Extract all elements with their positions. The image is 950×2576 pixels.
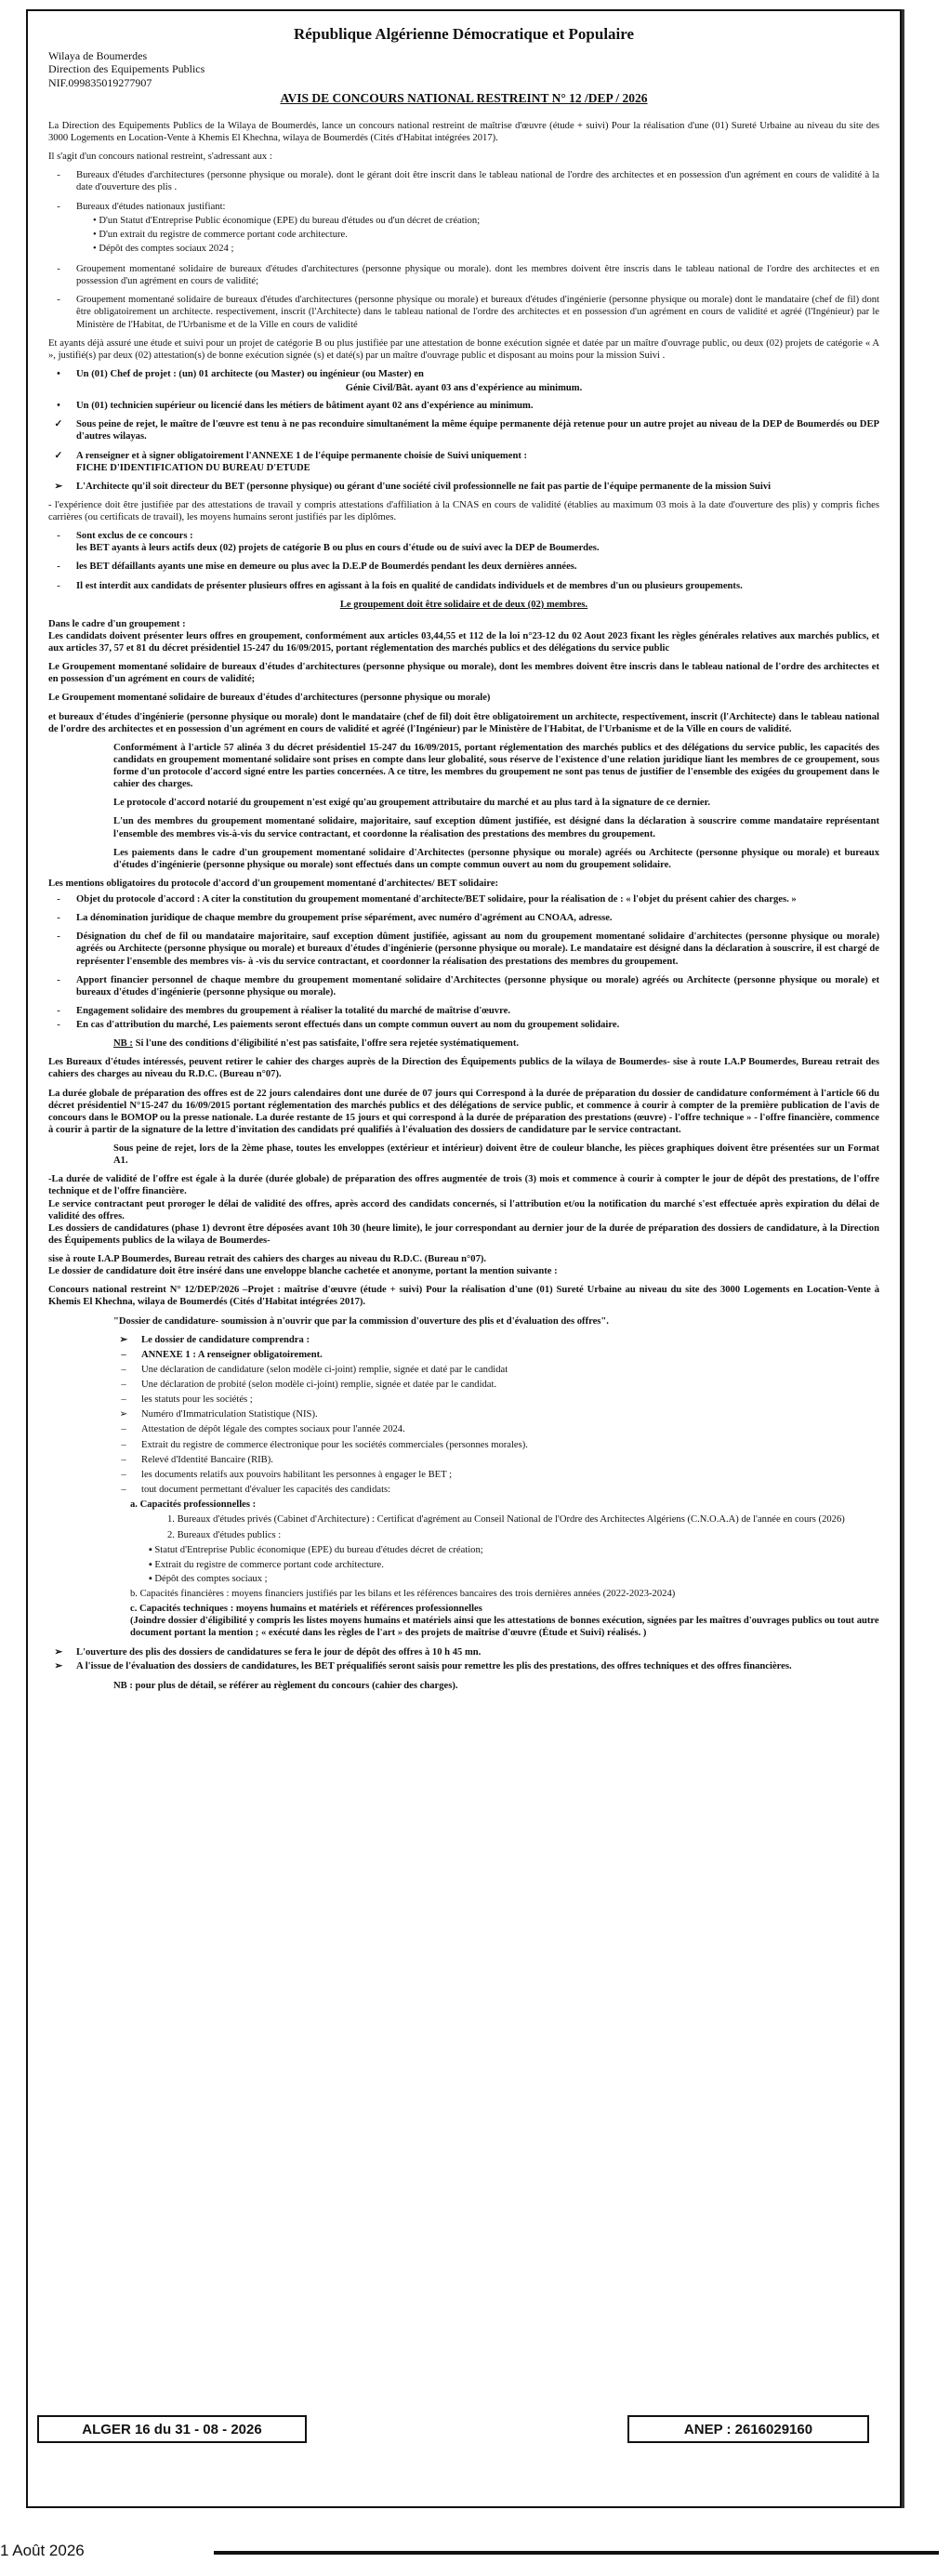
rejection-paragraph: Sous peine de rejet, lors de la 2ème phase, toutes les enveloppes (extérieur et intérieur) doivent être de couleur blanche, les pièces graphiques doivent être présentées sur un Format A1. — [113, 1143, 879, 1167]
dossier-item: ➢ Numéro d'Immatriculation Statistique (NIS). — [113, 1408, 879, 1420]
exclusion-item: - Sont exclus de ce concours : les BET ayants à leurs actifs deux (02) projets de catégorie B ou plus en cours d'étude ou de suivi avec la DEP de Boumerdes. — [48, 530, 879, 554]
dossier-item: – les statuts pour les sociétés ; — [113, 1394, 879, 1406]
dash-marker: – — [121, 1469, 126, 1480]
justifiant-item: • Dépôt des comptes sociaux 2024 ; — [93, 243, 234, 254]
bullet-marker: • — [57, 368, 60, 379]
dash-marker: – — [121, 1380, 126, 1391]
dash-marker: - — [57, 1020, 60, 1031]
group-paragraph: et bureaux d'études d'ingénierie (personne physique ou morale) dont le mandataire (chef de fil) doit être obligatoirement un architecte, respectivement, inscrit (l'Architecte) dans le tableau national de l'ordre des architectes et en possession d'un agrément en cours de validité et agréé (l'Ingénieur) par le Ministère de l'Habitat, de l'Urbanisme et de la Ville en cours de validité. — [48, 711, 879, 734]
notice-frame — [26, 9, 902, 2508]
dash-marker: - — [57, 201, 60, 212]
experience-proof: - l'expérience doit être justifiée par des attestations de travail y compris attestations d'affiliation à la CNAS en cours de validité (établies au maximum 03 mois à la date d'ouverture des plis) y compris fiches carrières (ou certificats de travail), les moyens humains seront justifiés par les diplômes. — [48, 499, 879, 523]
check-icon: ✓ — [54, 450, 63, 461]
dash-marker: - — [57, 561, 60, 573]
addressee-item: - Groupement momentané solidaire de bureaux d'études d'architectures (personne physique ou morale). dont les membres doivent être inscris dans le tableau national de l'ordre des architectes et en possession d'un agrément en cours de validité; — [48, 263, 879, 287]
justifiant-item: • D'un extrait du registre de commerce portant code architecture. — [93, 229, 348, 240]
check-item: ✓ Sous peine de rejet, le maître de l'œuvre est tenu à ne pas reconduire simultanément la même équipe permanente déjà retenue pour un autre projet au niveau de la DEP de Boumerdés ou DEP d'autres wilayas. — [48, 418, 879, 443]
dossier-quote: "Dossier de candidature- soumission à n'ouvrir que par la commission d'ouverture des plis et d'évaluation des offres". — [113, 1315, 609, 1327]
direction-line: Direction des Equipements Publics — [48, 62, 205, 76]
justifiant-item: • D'un Statut d'Entreprise Public économique (EPE) du bureau d'études ou d'un décret de création; — [93, 215, 481, 226]
notice-title: AVIS DE CONCOURS NATIONAL RESTREINT N° 12 /DEP / 2026 — [280, 91, 648, 106]
mention-item: - Objet du protocole d'accord : A citer la constitution du groupement momentané d'architecte/BET solidaire, pour la réalisation de : « l'objet du présent cahier des charges. » — [48, 893, 879, 905]
mentions-title: Les mentions obligatoires du protocole d'accord d'un groupement momentané d'architectes/ BET solidaire: — [48, 878, 499, 889]
dash-marker: – — [121, 1364, 126, 1375]
dossier-item: – Extrait du registre de commerce électronique pour les sociétés commerciales (personnes morales). — [113, 1439, 879, 1451]
staff-item: • Un (01) technicien supérieur ou licencié dans les métiers de bâtiment ayant 02 ans d'expérience au minimum. — [48, 400, 879, 412]
address-paragraph: sise à route I.A.P Boumerdes, Bureau retrait des cahiers des charges au niveau du R.D.C. (Bureau n°07). Le dossier de candidature doit être inséré dans une enveloppe blanche cachetée et anonyme, portant la mention suivante : — [48, 1254, 558, 1277]
capacity-item: a. Capacités professionnelles : — [130, 1499, 257, 1511]
dash-marker: - — [57, 531, 60, 542]
dash-marker: - — [57, 295, 60, 306]
dash-marker: – — [121, 1484, 126, 1495]
addressee-item: - Bureaux d'études nationaux justifiant: • D'un Statut d'Entreprise Public économique (EPE) du bureau d'études ou d'un décret de création; • D'un extrait du registre de commerce portant code architecture. • Dépôt des comptes sociaux 2024 ; — [48, 201, 879, 258]
staff-item: • Un (01) Chef de projet : (un) 01 architecte (ou Master) ou ingénieur (ou Master) en — [48, 368, 879, 380]
dash-marker: - — [57, 913, 60, 924]
dash-marker: - — [57, 170, 60, 181]
mention-item: - La dénomination juridique de chaque membre du groupement prise séparément, avec numéro d'agrément au CNOAA, adresse. — [48, 912, 879, 924]
bottom-date: 1 Août 2026 — [0, 2542, 85, 2559]
group-paragraph: Le Groupement momentané solidaire de bureaux d'études d'architectures (personne physique ou morale), dont les membres doivent être inscris dans le tableau national de l'ordre des architectes et en possession d'un agrément en cours de validité; — [48, 662, 879, 685]
exclusion-item: - les BET défaillants ayants une mise en demeure ou plus avec la D.E.P de Boumerdés pendant les deux dernières années. — [48, 561, 879, 573]
issuer-block — [48, 49, 879, 89]
mention-item: - Désignation du chef de fil ou mandataire majoritaire, sauf exception dûment justifiée, agissant au nom du groupement momentané solidaire d'architectes (personne physique ou morale) agréés ou Architecte (personne physique ou morale) et bureaux d'études d'ingénierie (personne physique ou morale). Le mandataire est désigné dans la déclaration à souscrire, il est chargé de représenter l'ensemble des membres vis- à -vis du service contractant, et coordonner la réalisation des prestations des membres du groupement. — [48, 931, 879, 967]
capacity-item: c. Capacités techniques : moyens humains et matériels et références professionnelles (Joindre dossier d'éligibilité y compris les listes moyens humains et matériels ainsi que les attestations de bonnes exécution, signées par les maîtres d'ouvrages publics ou tout autre document portant la mention ; « exécuté dans les règles de l'art » des projets de maîtrise d'œuvre (Étude et Suivi) réalisés. ) — [130, 1603, 879, 1639]
arrow-icon: ➢ — [119, 1334, 128, 1345]
arrow-icon: ➢ — [54, 1661, 63, 1672]
dash-marker: - — [57, 894, 60, 905]
mention-item: - Apport financier personnel de chaque membre du groupement momentané solidaire d'Architectes (personne physique ou morale) agréés ou Architecte (personne physique ou morale) et bureaux d'études d'ingénierie (personne physique ou morale). — [48, 974, 879, 998]
dossier-item: – les documents relatifs aux pouvoirs habilitant les personnes à engager le BET ; — [113, 1469, 879, 1481]
dash-marker: – — [121, 1439, 126, 1450]
dossier-item: ➢ Le dossier de candidature comprendra : — [113, 1334, 879, 1346]
dash-marker: - — [57, 1005, 60, 1016]
nb-detail: NB : pour plus de détail, se référer au règlement du concours (cahier des charges). — [113, 1680, 458, 1691]
group-article: Conformément à l'article 57 alinéa 3 du décret présidentiel 15-247 du 16/09/2015, portant réglementation des marchés publics et des délégations du service public, les capacités des candidats en groupement momentané solidaire sont prises en compte dans leur globalité, sous réserve de l'existence d'une relation juridique liant les membres de ce groupement, sous forme d'un protocole d'accord signé entre les parties concernées. A ce titre, les membres du groupement ne sont pas tenus de justifier de l'ensemble des exigées du groupement dans le cahier des charges. — [113, 742, 879, 790]
evaluation-line: ➢ A l'issue de l'évaluation des dossiers de candidatures, les BET préqualifiés seront saisis pour remettre les plis des prestations, des offres techniques et des offres financières. — [48, 1660, 879, 1672]
group-paragraph: Le Groupement momentané solidaire de bureaux d'études d'architectures (personne physique ou morale) — [48, 693, 491, 704]
group-context-title: Dans le cadre d'un groupement : — [48, 618, 186, 629]
wilaya-line: Wilaya de Boumerdes — [48, 49, 148, 63]
dossier-item: – Une déclaration de probité (selon modèle ci-joint) remplie, signée et datée par le candidat. — [113, 1379, 879, 1391]
nif-line: NIF.099835019277907 — [48, 75, 152, 89]
justifiant-list — [76, 215, 879, 255]
group-payment: Les paiements dans le cadre d'un groupement momentané solidaire d'Architectes (personne physique ou morale) agréés ou Architecte (personne physique ou morale) et bureaux d'études d'ingénierie (personne physique ou morale) sont effectués dans un compte commun ouvert au nom du groupement solidaire. — [113, 847, 879, 870]
group-heading: Le groupement doit être solidaire et de deux (02) membres. — [339, 599, 588, 610]
withdraw-paragraph: Les Bureaux d'études intéressés, peuvent retirer le cahier des charges auprès de la Direction des Équipements publics de la wilaya de Boumerdes- sise à route I.A.P Boumerdes, Bureau retrait des cahiers des charges au niveau du R.D.C. (Bureau n°07). — [48, 1057, 879, 1080]
addressee-item: - Bureaux d'études d'architectures (personne physique ou morale). dont le gérant doit être inscrit dans le tableau national de l'ordre des architectes et en possession d'un agrément en cours de validité à la date d'ouverture des plis . — [48, 169, 879, 193]
group-context: Les candidats doivent présenter leurs offres en groupement, conformément aux articles 03,44,55 et 112 de la loi n°23-12 du 02 Aout 2023 fixant les règles générales relatives aux marchés publics, et aux articles 37, 57 et 81 du décret présidentiel 15-247 du 16/09/2015, portant réglementation des marchés publics et des délégations du service public — [48, 630, 879, 654]
capacity-sub: ▪ Extrait du registre de commerce portant code architecture. — [149, 1559, 384, 1570]
check-item: ➢ L'Architecte qu'il soit directeur du BET (personne physique) ou gérant d'une société civil professionnelle ne fait pas partie de l'équipe permanente de la mission Suivi — [48, 481, 879, 493]
arrow-icon: ➢ — [119, 1409, 128, 1420]
dash-marker: – — [121, 1349, 126, 1360]
capacity-item: b. Capacités financières : moyens financiers justifiés par les bilans et les références bancaires des trois dernières années (2022-2023-2024) — [130, 1588, 676, 1599]
exclusion-item: - Il est interdit aux candidats de présenter plusieurs offres en agissant à la fois en qualité de candidats individuels et de membres d'un ou plusieurs groupements. — [48, 580, 879, 592]
check-icon: ✓ — [54, 419, 63, 430]
dash-marker: – — [121, 1454, 126, 1465]
addressee-item: - Groupement momentané solidaire de bureaux d'études d'architectures (personne physique ou morale) et bureaux d'études d'ingénierie (personne physique ou morale) dont le mandataire (chef de fil) dont être obligatoirement un architecte. respectivement, inscrit (l'Architecte) dans le tableau national de l'ordre des architectes et en possession d'un agrément en cours de validité et agréé (l'Ingénieur) par le Ministère de l'Habitat, de l'Urbanisme et de la Ville en cours de validité — [48, 294, 879, 330]
experience-paragraph: Et ayants déjà assuré une étude et suivi pour un projet de catégorie B ou plus justifiée par une attestation de bonne exécution signée et datée par un maître d'ouvrage public, ou deux (02) projets de catégorie « A », justifié(s) par deux (02) attestation(s) de bonne exécution signée (s) et daté(s) par un maître d'ouvrage public et disposant au moins pour la mission Suivi . — [48, 337, 879, 361]
dossier-item: – Attestation de dépôt légale des comptes sociaux pour l'année 2024. — [113, 1423, 879, 1435]
capacity-sub: ▪ Statut d'Entreprise Public économique (EPE) du bureau d'études décret de création; — [149, 1545, 483, 1556]
dash-marker: - — [57, 931, 60, 943]
republic-heading: République Algérienne Démocratique et Populaire — [293, 25, 635, 43]
fiche-heading: FICHE D'IDENTIFICATION DU BUREAU D'ETUDE — [76, 462, 310, 473]
arrow-icon: ➢ — [54, 481, 63, 492]
bottom-rule — [214, 2551, 939, 2555]
capacity-item: 1. Bureaux d'études privés (Cabinet d'Architecture) : Certificat d'agrément au Conseil National de l'Ordre des Architectes Algériens (C.N.O.A.A) de l'année en cours (2026) — [167, 1514, 845, 1526]
dash-marker: – — [121, 1394, 126, 1406]
mention-item: - Engagement solidaire des membres du groupement à réaliser la totalité du marché de maîtrise d'œuvre. — [48, 1005, 879, 1017]
group-protocol: Le protocole d'accord notarié du groupement n'est exigé qu'au groupement attributaire du marché et au plus tard à la signature de ce dernier. — [113, 798, 710, 809]
dossier-item: – Une déclaration de candidature (selon modèle ci-joint) remplie, signée et daté par le candidat — [113, 1364, 879, 1376]
opening-line: ➢ L'ouverture des plis des dossiers de candidatures se fera le jour de dépôt des offres à 10 h 45 mn. — [48, 1646, 879, 1658]
mention-item: - En cas d'attribution du marché, Les paiements seront effectués dans un compte commun ouvert au nom du groupement solidaire. — [48, 1019, 879, 1031]
dossier-item: – tout document permettant d'évaluer les capacités des candidats: — [113, 1484, 879, 1496]
capacities-list — [130, 1499, 879, 1639]
validity-paragraph: -La durée de validité de l'offre est égale à la durée (durée globale) de préparation des offres augmentée de trois (3) mois et commence à courir à compter le jour de dépôt des prestations, de l'offre technique et de l'offre financière. Le service contractant peut proroger le délai de validité des offres, après accord des candidats concernés, si l'attribution et/ou la notification du marché s'est effectuée après expiration du délai de validité des offres. Les dossiers de candidatures (phase 1) devront être déposées avant 10h 30 (heure limite), le jour correspondant au dernier jour de la durée de préparation des dossiers de candidature, à la Direction des Équipements publics de la wilaya de Boumerdes- — [48, 1174, 879, 1246]
sheet-edge — [902, 9, 904, 2508]
intro-paragraph: La Direction des Equipements Publics de la Wilaya de Boumerdés, lance un concours national restreint de maîtrise d'œuvre (étude + suivi) Pour la réalisation d'une (01) Sureté Urbaine au niveau du site des 3000 Logements en Location-Vente à Khemis El Khechna, wilaya de Boumerdés (Cités d'Habitat intégrées 2017). — [48, 120, 879, 144]
dash-marker: – — [121, 1424, 126, 1435]
anep-box: ANEP : 2616029160 — [627, 2415, 869, 2443]
arrow-icon: ➢ — [54, 1647, 63, 1658]
nb-line: NB : Si l'une des conditions d'éligibilité n'est pas satisfaite, l'offre sera rejetée systématiquement. — [113, 1038, 519, 1050]
group-member: L'un des membres du groupement momentané solidaire, majoritaire, sauf exception dûment justifiée, est désigné dans la déclaration à souscrire comme mandataire représentant l'ensemble des membres vis-à-vis du service contractant, et coordonne la réalisation des prestations des membres du groupement. — [113, 816, 879, 839]
duration-paragraph: La durée globale de préparation des offres est de 22 jours calendaires dont une durée de 07 jours qui Correspond à la durée de préparation du dossier de candidature conformément à l'article 66 du décret présidentiel N°15-247 du 16/09/2015 portant réglementation des marchés publics et des délégations de service public, et commence à courir à compter de la première publication de l'avis de concours dans le BOMOP ou la presse nationale. La durée restante de 15 jours et qui correspond à la durée de préparation des prestations (œuvre) - l'offre technique » - l'offre financière, commence à courir à partir de la signature de la lettre d'invitation des candidats pré qualifiés à l'évaluation des dossiers de candidature par le service contractant. — [48, 1088, 879, 1135]
envelope-mention: Concours national restreint N° 12/DEP/2026 –Projet : maîtrise d'œuvre (étude + suivi) Pour la réalisation d'une (01) Sureté Urbaine au niveau du site des 3000 Logements en Location-Vente à Khemis El Khechna, wilaya de Boumerdés (Cités d'Habitat intégrées 2017). — [48, 1285, 879, 1308]
publication-box: ALGER 16 du 31 - 08 - 2026 — [37, 2415, 307, 2443]
addressed-line: Il s'agit d'un concours national restreint, s'adressant aux : — [48, 152, 272, 163]
check-item: ✓ A renseigner et à signer obligatoirement l'ANNEXE 1 de l'équipe permanente choisie de Suivi uniquement : FICHE D'IDENTIFICATION DU BUREAU D'ETUDE — [48, 450, 879, 474]
staff-item-continued: Génie Civil/Bât. ayant 03 ans d'expérience au minimum. — [345, 383, 583, 394]
dash-marker: - — [57, 974, 60, 985]
dossier-item: – Relevé d'Identité Bancaire (RIB). — [113, 1454, 879, 1466]
dossier-list — [113, 1334, 879, 1496]
dossier-item: – ANNEXE 1 : A renseigner obligatoirement. — [113, 1349, 879, 1361]
dash-marker: - — [57, 264, 60, 275]
dash-marker: - — [57, 580, 60, 591]
capacity-sub: ▪ Dépôt des comptes sociaux ; — [149, 1573, 268, 1584]
bullet-marker: • — [57, 401, 60, 412]
capacity-item: 2. Bureaux d'études publics : — [167, 1530, 282, 1541]
